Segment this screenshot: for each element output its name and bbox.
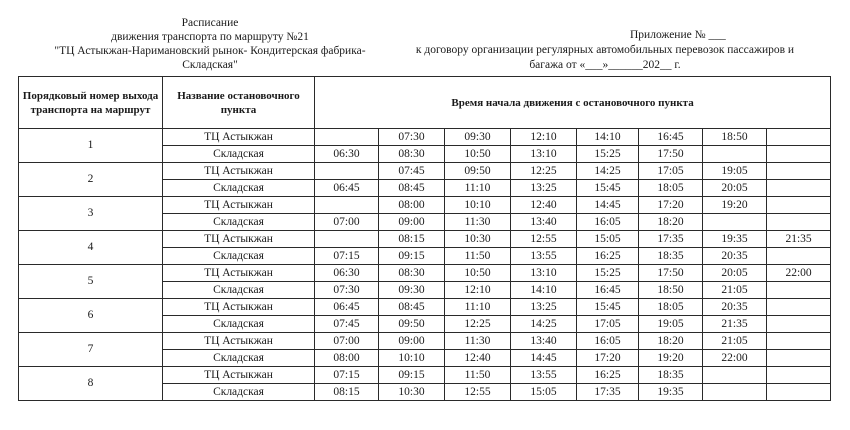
title-line-4: Складская" (182, 59, 238, 71)
departure-time-cell: 18:50 (703, 129, 767, 146)
departure-time-cell (767, 180, 831, 197)
departure-time-cell: 06:30 (315, 265, 379, 282)
departure-time-cell: 14:10 (511, 282, 577, 299)
departure-time-cell: 12:10 (511, 129, 577, 146)
departure-time-cell: 06:45 (315, 180, 379, 197)
departure-time-cell: 11:50 (445, 248, 511, 265)
departure-time-cell: 06:45 (315, 299, 379, 316)
departure-time-cell: 21:35 (703, 316, 767, 333)
departure-time-cell (767, 146, 831, 163)
stop-name-cell: ТЦ Астыкжан (163, 299, 315, 316)
stop-name-cell: ТЦ Астыкжан (163, 231, 315, 248)
header-stop-name: Название остановочного пункта (163, 77, 315, 129)
departure-time-cell: 21:05 (703, 282, 767, 299)
departure-time-cell: 11:30 (445, 214, 511, 231)
departure-time-cell: 13:10 (511, 265, 577, 282)
departure-time-cell: 19:35 (639, 384, 703, 401)
departure-time-cell: 08:15 (315, 384, 379, 401)
departure-time-cell: 09:15 (379, 248, 445, 265)
departure-time-cell: 13:55 (511, 367, 577, 384)
departure-time-cell: 15:45 (577, 180, 639, 197)
departure-time-cell: 10:10 (445, 197, 511, 214)
departure-time-cell: 17:35 (577, 384, 639, 401)
departure-time-cell: 09:00 (379, 214, 445, 231)
departure-time-cell: 15:05 (511, 384, 577, 401)
departure-time-cell (315, 163, 379, 180)
departure-time-cell: 14:45 (511, 350, 577, 367)
departure-time-cell: 09:15 (379, 367, 445, 384)
departure-time-cell: 18:20 (639, 333, 703, 350)
departure-time-cell (767, 248, 831, 265)
route-number-cell: 2 (19, 163, 163, 197)
departure-time-cell (703, 214, 767, 231)
departure-time-cell: 18:35 (639, 248, 703, 265)
departure-time-cell (767, 367, 831, 384)
departure-time-cell: 19:05 (703, 163, 767, 180)
stop-name-cell: Складская (163, 350, 315, 367)
departure-time-cell: 15:25 (577, 265, 639, 282)
departure-time-cell: 17:20 (577, 350, 639, 367)
departure-time-cell: 07:15 (315, 248, 379, 265)
departure-time-cell: 12:25 (511, 163, 577, 180)
table-header-row (19, 77, 831, 129)
departure-time-cell: 16:25 (577, 248, 639, 265)
departure-time-cell: 12:40 (445, 350, 511, 367)
departure-time-cell (767, 333, 831, 350)
title-line-2: движения транспорта по маршруту №21 (111, 31, 309, 43)
departure-time-cell: 13:25 (511, 180, 577, 197)
header-departure-times: Время начала движения с остановочного пункта (315, 77, 831, 129)
stop-name-cell: ТЦ Астыкжан (163, 197, 315, 214)
departure-time-cell: 17:50 (639, 146, 703, 163)
departure-time-cell: 10:50 (445, 265, 511, 282)
stop-name-cell: Складская (163, 384, 315, 401)
table-body (19, 129, 831, 401)
table-row (19, 333, 831, 350)
departure-time-cell: 07:45 (315, 316, 379, 333)
departure-time-cell: 19:20 (703, 197, 767, 214)
departure-time-cell: 08:45 (379, 299, 445, 316)
departure-time-cell: 10:30 (445, 231, 511, 248)
departure-time-cell (767, 163, 831, 180)
stop-name-cell: ТЦ Астыкжан (163, 129, 315, 146)
departure-time-cell: 13:40 (511, 333, 577, 350)
departure-time-cell (703, 146, 767, 163)
route-number-cell: 6 (19, 299, 163, 333)
stop-name-cell: ТЦ Астыкжан (163, 367, 315, 384)
departure-time-cell: 18:05 (639, 299, 703, 316)
route-number-cell: 4 (19, 231, 163, 265)
departure-time-cell: 11:10 (445, 180, 511, 197)
table-row (19, 265, 831, 282)
appendix-number: Приложение № ___ (630, 29, 726, 41)
departure-time-cell: 07:30 (315, 282, 379, 299)
departure-time-cell: 17:50 (639, 265, 703, 282)
departure-time-cell (767, 197, 831, 214)
departure-time-cell (315, 231, 379, 248)
stop-name-cell: Складская (163, 180, 315, 197)
departure-time-cell: 21:35 (767, 231, 831, 248)
departure-time-cell: 14:10 (577, 129, 639, 146)
schedule-title-block (20, 16, 400, 72)
departure-time-cell: 07:00 (315, 214, 379, 231)
departure-time-cell: 12:55 (511, 231, 577, 248)
departure-time-cell: 20:05 (703, 265, 767, 282)
departure-time-cell (767, 299, 831, 316)
departure-time-cell: 18:05 (639, 180, 703, 197)
table-row (19, 299, 831, 316)
stop-name-cell: Складская (163, 146, 315, 163)
title-line-1: Расписание (181, 17, 239, 29)
departure-time-cell: 15:05 (577, 231, 639, 248)
departure-time-cell: 17:05 (639, 163, 703, 180)
stop-name-cell: Складская (163, 316, 315, 333)
departure-time-cell (703, 367, 767, 384)
stop-name-cell: Складская (163, 282, 315, 299)
title-line-3: "ТЦ Астыкжан-Наримановский рынок- Кондитерская фабрика- (54, 45, 366, 57)
departure-time-cell: 10:50 (445, 146, 511, 163)
departure-time-cell: 22:00 (767, 265, 831, 282)
departure-time-cell: 19:35 (703, 231, 767, 248)
table-row (19, 367, 831, 384)
departure-time-cell (767, 214, 831, 231)
appendix-contract-line: к договору организации регулярных автомобильных перевозок пассажиров и (415, 44, 795, 56)
departure-time-cell (315, 129, 379, 146)
departure-time-cell: 12:55 (445, 384, 511, 401)
departure-time-cell: 08:45 (379, 180, 445, 197)
departure-time-cell: 22:00 (703, 350, 767, 367)
departure-time-cell: 08:00 (315, 350, 379, 367)
departure-time-cell (767, 282, 831, 299)
header-route-number: Порядковый номер выхода транспорта на маршрут (19, 77, 163, 129)
departure-time-cell: 08:30 (379, 146, 445, 163)
departure-time-cell: 14:45 (577, 197, 639, 214)
departure-time-cell: 13:55 (511, 248, 577, 265)
departure-time-cell: 13:10 (511, 146, 577, 163)
departure-time-cell: 18:35 (639, 367, 703, 384)
route-number-cell: 8 (19, 367, 163, 401)
departure-time-cell: 12:40 (511, 197, 577, 214)
departure-time-cell: 09:00 (379, 333, 445, 350)
stop-name-cell: ТЦ Астыкжан (163, 163, 315, 180)
departure-time-cell: 12:10 (445, 282, 511, 299)
departure-time-cell: 07:45 (379, 163, 445, 180)
departure-time-cell: 13:40 (511, 214, 577, 231)
table-row (19, 129, 831, 146)
table-row (19, 197, 831, 214)
departure-time-cell: 07:30 (379, 129, 445, 146)
departure-time-cell: 20:05 (703, 180, 767, 197)
departure-time-cell (315, 197, 379, 214)
departure-time-cell: 16:25 (577, 367, 639, 384)
departure-time-cell: 17:20 (639, 197, 703, 214)
departure-time-cell: 11:30 (445, 333, 511, 350)
departure-time-cell: 21:05 (703, 333, 767, 350)
departure-time-cell: 10:30 (379, 384, 445, 401)
stop-name-cell: Складская (163, 248, 315, 265)
departure-time-cell: 09:50 (445, 163, 511, 180)
departure-time-cell: 08:15 (379, 231, 445, 248)
departure-time-cell (767, 129, 831, 146)
stop-name-cell: ТЦ Астыкжан (163, 333, 315, 350)
route-number-cell: 3 (19, 197, 163, 231)
departure-time-cell: 15:25 (577, 146, 639, 163)
departure-time-cell: 19:20 (639, 350, 703, 367)
departure-time-cell: 14:25 (577, 163, 639, 180)
appendix-date-line: багажа от «___»______202__ г. (529, 59, 681, 71)
departure-time-cell: 16:45 (577, 282, 639, 299)
departure-time-cell: 18:20 (639, 214, 703, 231)
schedule-table (18, 76, 831, 401)
route-number-cell: 5 (19, 265, 163, 299)
table-row (19, 231, 831, 248)
stop-name-cell: ТЦ Астыкжан (163, 265, 315, 282)
departure-time-cell (767, 316, 831, 333)
departure-time-cell: 16:05 (577, 214, 639, 231)
departure-time-cell: 20:35 (703, 248, 767, 265)
departure-time-cell: 19:05 (639, 316, 703, 333)
departure-time-cell: 07:00 (315, 333, 379, 350)
route-number-cell: 1 (19, 129, 163, 163)
stop-name-cell: Складская (163, 214, 315, 231)
departure-time-cell: 12:25 (445, 316, 511, 333)
departure-time-cell (703, 384, 767, 401)
table-row (19, 163, 831, 180)
departure-time-cell: 08:00 (379, 197, 445, 214)
appendix-block (380, 28, 830, 73)
departure-time-cell: 13:25 (511, 299, 577, 316)
departure-time-cell: 09:50 (379, 316, 445, 333)
departure-time-cell: 17:05 (577, 316, 639, 333)
departure-time-cell: 11:50 (445, 367, 511, 384)
route-number-cell: 7 (19, 333, 163, 367)
departure-time-cell: 11:10 (445, 299, 511, 316)
departure-time-cell: 17:35 (639, 231, 703, 248)
departure-time-cell: 10:10 (379, 350, 445, 367)
departure-time-cell: 08:30 (379, 265, 445, 282)
departure-time-cell: 20:35 (703, 299, 767, 316)
departure-time-cell: 07:15 (315, 367, 379, 384)
departure-time-cell: 14:25 (511, 316, 577, 333)
departure-time-cell: 15:45 (577, 299, 639, 316)
departure-time-cell: 09:30 (379, 282, 445, 299)
departure-time-cell: 09:30 (445, 129, 511, 146)
departure-time-cell: 06:30 (315, 146, 379, 163)
departure-time-cell: 16:05 (577, 333, 639, 350)
departure-time-cell (767, 350, 831, 367)
departure-time-cell (767, 384, 831, 401)
departure-time-cell: 16:45 (639, 129, 703, 146)
departure-time-cell: 18:50 (639, 282, 703, 299)
